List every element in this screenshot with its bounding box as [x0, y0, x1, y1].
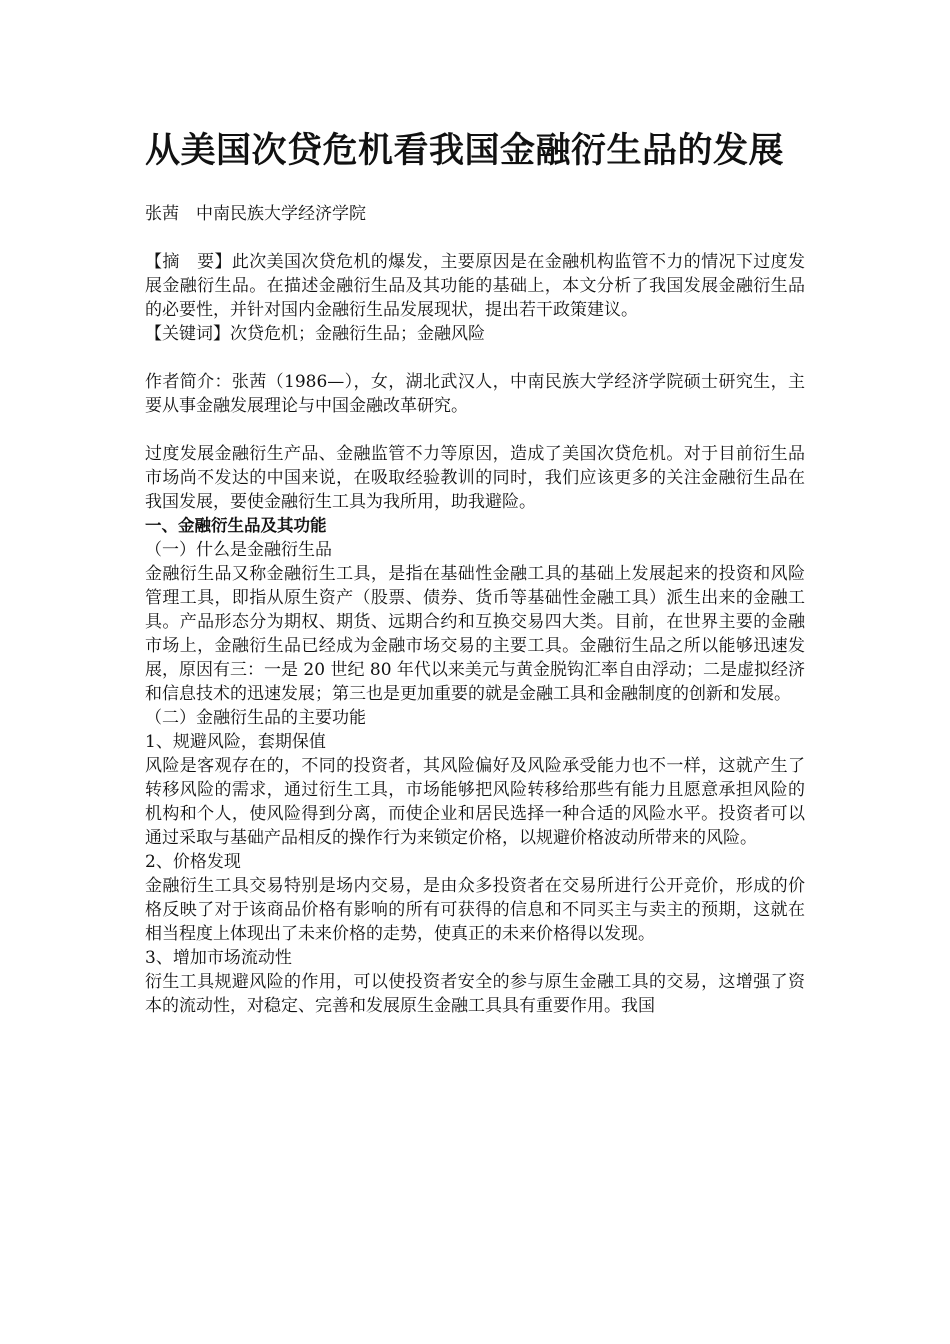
- spacer: [145, 346, 805, 370]
- spacer: [145, 418, 805, 442]
- keywords-line: 【关键词】次贷危机；金融衍生品；金融风险: [145, 324, 485, 344]
- body-paragraph: 衍生工具规避风险的作用，可以使投资者安全的参与原生金融工具的交易，这增强了资本的流动性，对稳定、完善和发展原生金融工具具有重要作用。我国: [145, 972, 805, 1016]
- author-bio-paragraph: 作者简介：张茜（1986—），女，湖北武汉人，中南民族大学经济学院硕士研究生，主要从事金融发展理论与中国金融改革研究。: [145, 372, 805, 416]
- subsection-heading: （一）什么是金融衍生品: [145, 540, 332, 560]
- body-paragraph: 金融衍生品又称金融衍生工具，是指在基础性金融工具的基础上发展起来的投资和风险管理工具，即指从原生资产（股票、债券、货币等基础性金融工具）派生出来的金融工具。产品形态分为期权、期货、远期合约和互换交易四大类。目前，在世界主要的金融市场上，金融衍生品已经成为金融市场交易的主要工具。金融衍生品之所以能够迅速发展，原因有三：一是 20 世纪 80 年代以来美元与黄金脱钩汇率自由浮动；二是虚拟经济和信息技术的迅速发展；第三也是更加重要的就是金融工具和金融制度的创新和发展。: [145, 564, 805, 704]
- function-heading: 3、增加市场流动性: [145, 948, 292, 968]
- subsection-heading: （二）金融衍生品的主要功能: [145, 708, 366, 728]
- body-paragraph: 金融衍生工具交易特别是场内交易，是由众多投资者在交易所进行公开竞价，形成的价格反映了对于该商品价格有影响的所有可获得的信息和不同买主与卖主的预期，这就在相当程度上体现出了未来价格的走势，使真正的未来价格得以发现。: [145, 876, 805, 944]
- document-body: [145, 128, 805, 1018]
- function-heading: 2、价格发现: [145, 852, 241, 872]
- body-paragraph: 风险是客观存在的，不同的投资者，其风险偏好及风险承受能力也不一样，这就产生了转移风险的需求，通过衍生工具，市场能够把风险转移给那些有能力且愿意承担风险的机构和个人，使风险得到分离，而使企业和居民选择一种合适的风险水平。投资者可以通过采取与基础产品相反的操作行为来锁定价格，以规避价格波动所带来的风险。: [145, 756, 805, 848]
- function-heading: 1、规避风险，套期保值: [145, 732, 326, 752]
- abstract-paragraph: 【摘 要】此次美国次贷危机的爆发，主要原因是在金融机构监管不力的情况下过度发展金融衍生品。在描述金融衍生品及其功能的基础上，本文分析了我国发展金融衍生品的必要性，并针对国内金融衍生品发展现状，提出若干政策建议。: [145, 252, 805, 320]
- intro-paragraph: 过度发展金融衍生产品、金融监管不力等原因，造成了美国次贷危机。对于目前衍生品市场尚不发达的中国来说，在吸取经验教训的同时，我们应该更多的关注金融衍生品在我国发展，要使金融衍生工具为我所用，助我避险。: [145, 444, 805, 512]
- spacer: [145, 226, 805, 250]
- document-title: 从美国次贷危机看我国金融衍生品的发展: [145, 131, 785, 171]
- author-line: 张茜 中南民族大学经济学院: [145, 204, 366, 224]
- section-heading: 一、金融衍生品及其功能: [145, 516, 327, 535]
